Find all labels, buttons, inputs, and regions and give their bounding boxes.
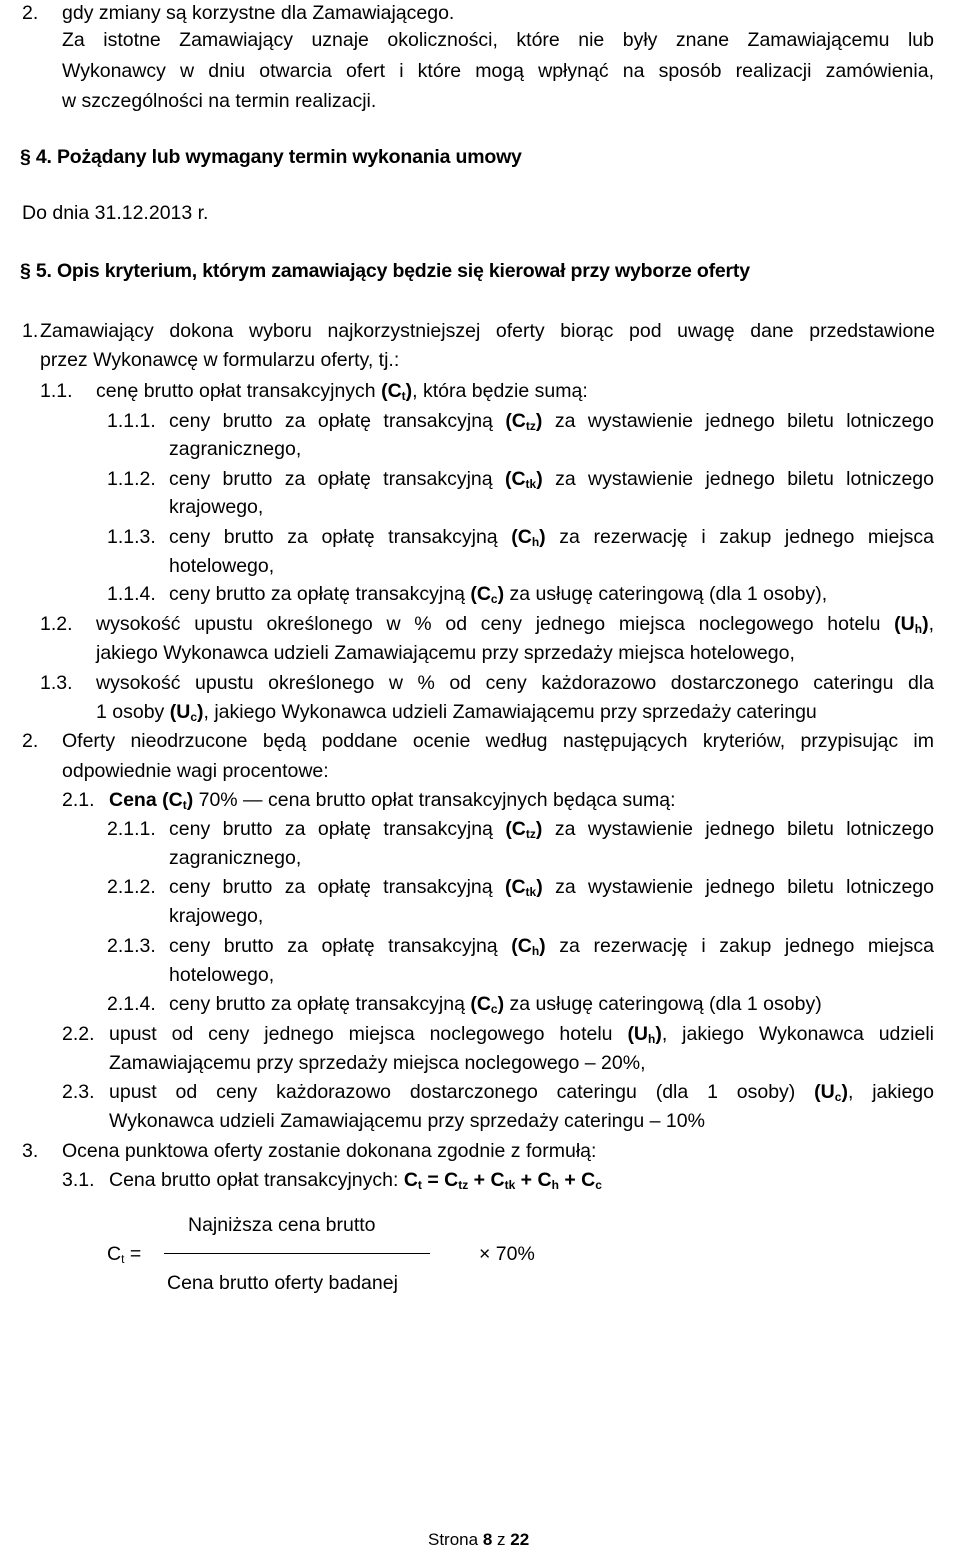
list-number: 1.2. xyxy=(40,613,73,635)
paragraph-line: Za istotne Zamawiający uznaje okoliczności, które nie były znane Zamawiającemu lub xyxy=(62,29,934,51)
page-footer: Strona 8 z 22 xyxy=(428,1530,530,1549)
formula-sum: Cena brutto opłat transakcyjnych: $C_t = C_{tz} + C_{tk} + C_h + C_c$ xyxy=(109,1169,602,1192)
list-item-text: zagranicznego, xyxy=(169,847,302,869)
list-item-text: krajowego, xyxy=(169,905,264,927)
list-number: 2.1.2. xyxy=(107,876,156,898)
list-number: 1.1. xyxy=(40,380,73,402)
list-number: 1.1.1. xyxy=(107,410,156,432)
list-item-text: hotelowego, xyxy=(169,964,275,986)
section-title: 5. Opis kryterium, którym zamawiający będzie się kierował przy wyborze oferty xyxy=(35,260,750,282)
list-number: 2.1.3. xyxy=(107,935,156,957)
paragraph-line: odpowiednie wagi procentowe: xyxy=(62,760,329,782)
section-mark: § xyxy=(20,260,31,282)
list-number: 2.1. xyxy=(62,789,95,811)
paragraph-line: przez Wykonawcę w formularzu oferty, tj.: xyxy=(40,349,400,371)
list-item-text: krajowego, xyxy=(169,496,264,518)
section-title: 4. Pożądany lub wymagany termin wykonania umowy xyxy=(35,146,522,168)
list-item-text: cenę brutto opłat transakcyjnych $(C_t)$, która będzie sumą: xyxy=(96,380,588,403)
list-number: 1.1.2. xyxy=(107,468,156,490)
fraction-bar xyxy=(164,1253,430,1254)
formula-lhs: $C_t$ = xyxy=(107,1243,142,1266)
list-item-text: ceny brutto za opłatę transakcyjną $(C_{tk})$ za wystawienie jednego biletu lotniczego xyxy=(169,468,934,491)
term-text: Do dnia 31.12.2013 r. xyxy=(22,202,209,224)
list-item-text: 1 osoby $(U_c)$, jakiego Wykonawca udzieli Zamawiającemu przy sprzedaży cateringu xyxy=(96,701,817,724)
list-item-text: hotelowego, xyxy=(169,555,275,577)
list-item-text: Cena $(C_t)$ 70% — cena brutto opłat transakcyjnych będąca sumą: xyxy=(109,789,676,812)
list-number: 1.1.3. xyxy=(107,526,156,548)
list-item-text: ceny brutto za opłatę transakcyjną $(C_{tz})$ za wystawienie jednego biletu lotniczego xyxy=(169,818,935,841)
list-item-text: wysokość upustu określonego w % od ceny jednego miejsca noclegowego hotelu $(U_h)$, xyxy=(96,613,935,636)
formula-numerator: Najniższa cena brutto xyxy=(188,1214,376,1236)
list-item-text: jakiego Wykonawca udzieli Zamawiającemu przy sprzedaży miejsca hotelowego, xyxy=(96,642,795,664)
list-item-text: ceny brutto za opłatę transakcyjną $(C_{tk})$ za wystawienie jednego biletu lotniczego xyxy=(169,876,934,899)
paragraph-line: w szczególności na termin realizacji. xyxy=(62,90,377,112)
list-number: 2.1.1. xyxy=(107,818,156,840)
list-item-text: Wykonawca udzieli Zamawiającemu przy sprzedaży cateringu – 10% xyxy=(109,1110,705,1132)
list-number: 2.3. xyxy=(62,1081,95,1103)
list-item-text: ceny brutto za opłatę transakcyjną $(C_c)$ za usługę cateringową (dla 1 osoby), xyxy=(169,583,828,606)
list-item-text: wysokość upustu określonego w % od ceny każdorazowo dostarczonego cateringu dla xyxy=(96,672,934,694)
list-item-text: Zamawiającemu przy sprzedaży miejsca noclegowego – 20%, xyxy=(109,1052,646,1074)
list-number: 3.1. xyxy=(62,1169,95,1191)
list-number: 2. xyxy=(22,730,39,752)
list-item-text: gdy zmiany są korzystne dla Zamawiającego. xyxy=(62,2,455,24)
list-item-text: upust od ceny jednego miejsca noclegowego hotelu $(U_h)$, jakiego Wykonawca udzieli xyxy=(109,1023,934,1046)
list-number: 1. xyxy=(22,320,39,342)
list-number: 1.1.4. xyxy=(107,583,156,605)
section-mark: § xyxy=(20,146,31,168)
list-number: 2.1.4. xyxy=(107,993,156,1015)
list-item-text: ceny brutto za opłatę transakcyjną $(C_c)$ za usługę cateringową (dla 1 osoby) xyxy=(169,993,822,1016)
list-item-text: upust od ceny każdorazowo dostarczonego cateringu (dla 1 osoby) $(U_c)$, jakiego xyxy=(109,1081,934,1104)
list-item-text: ceny brutto za opłatę transakcyjną $(C_h)$ za rezerwację i zakup jednego miejsca xyxy=(169,935,935,958)
section-heading-4 xyxy=(20,144,522,170)
paragraph-line: Zamawiający dokona wyboru najkorzystniejszej oferty biorąc pod uwagę dane przedstawione xyxy=(40,320,935,342)
list-item-text: ceny brutto za opłatę transakcyjną $(C_{tz})$ za wystawienie jednego biletu lotniczego xyxy=(169,410,935,433)
list-item-text: zagranicznego, xyxy=(169,438,302,460)
paragraph-line: Wykonawcy w dniu otwarcia ofert i które mogą wpłynąć na sposób realizacji zamówienia, xyxy=(62,60,934,82)
list-number: 3. xyxy=(22,1140,39,1162)
formula-multiplier: × 70% xyxy=(479,1243,535,1265)
formula-denominator: Cena brutto oferty badanej xyxy=(167,1272,398,1294)
list-number: 2. xyxy=(22,2,39,24)
paragraph-line: Ocena punktowa oferty zostanie dokonana zgodnie z formułą: xyxy=(62,1140,597,1162)
list-item-text: ceny brutto za opłatę transakcyjną $(C_h)$ za rezerwację i zakup jednego miejsca xyxy=(169,526,935,549)
list-number: 2.2. xyxy=(62,1023,95,1045)
list-number: 1.3. xyxy=(40,672,73,694)
section-heading-5 xyxy=(20,258,750,284)
paragraph-line: Oferty nieodrzucone będą poddane ocenie według następujących kryteriów, przypisując im xyxy=(62,730,934,752)
